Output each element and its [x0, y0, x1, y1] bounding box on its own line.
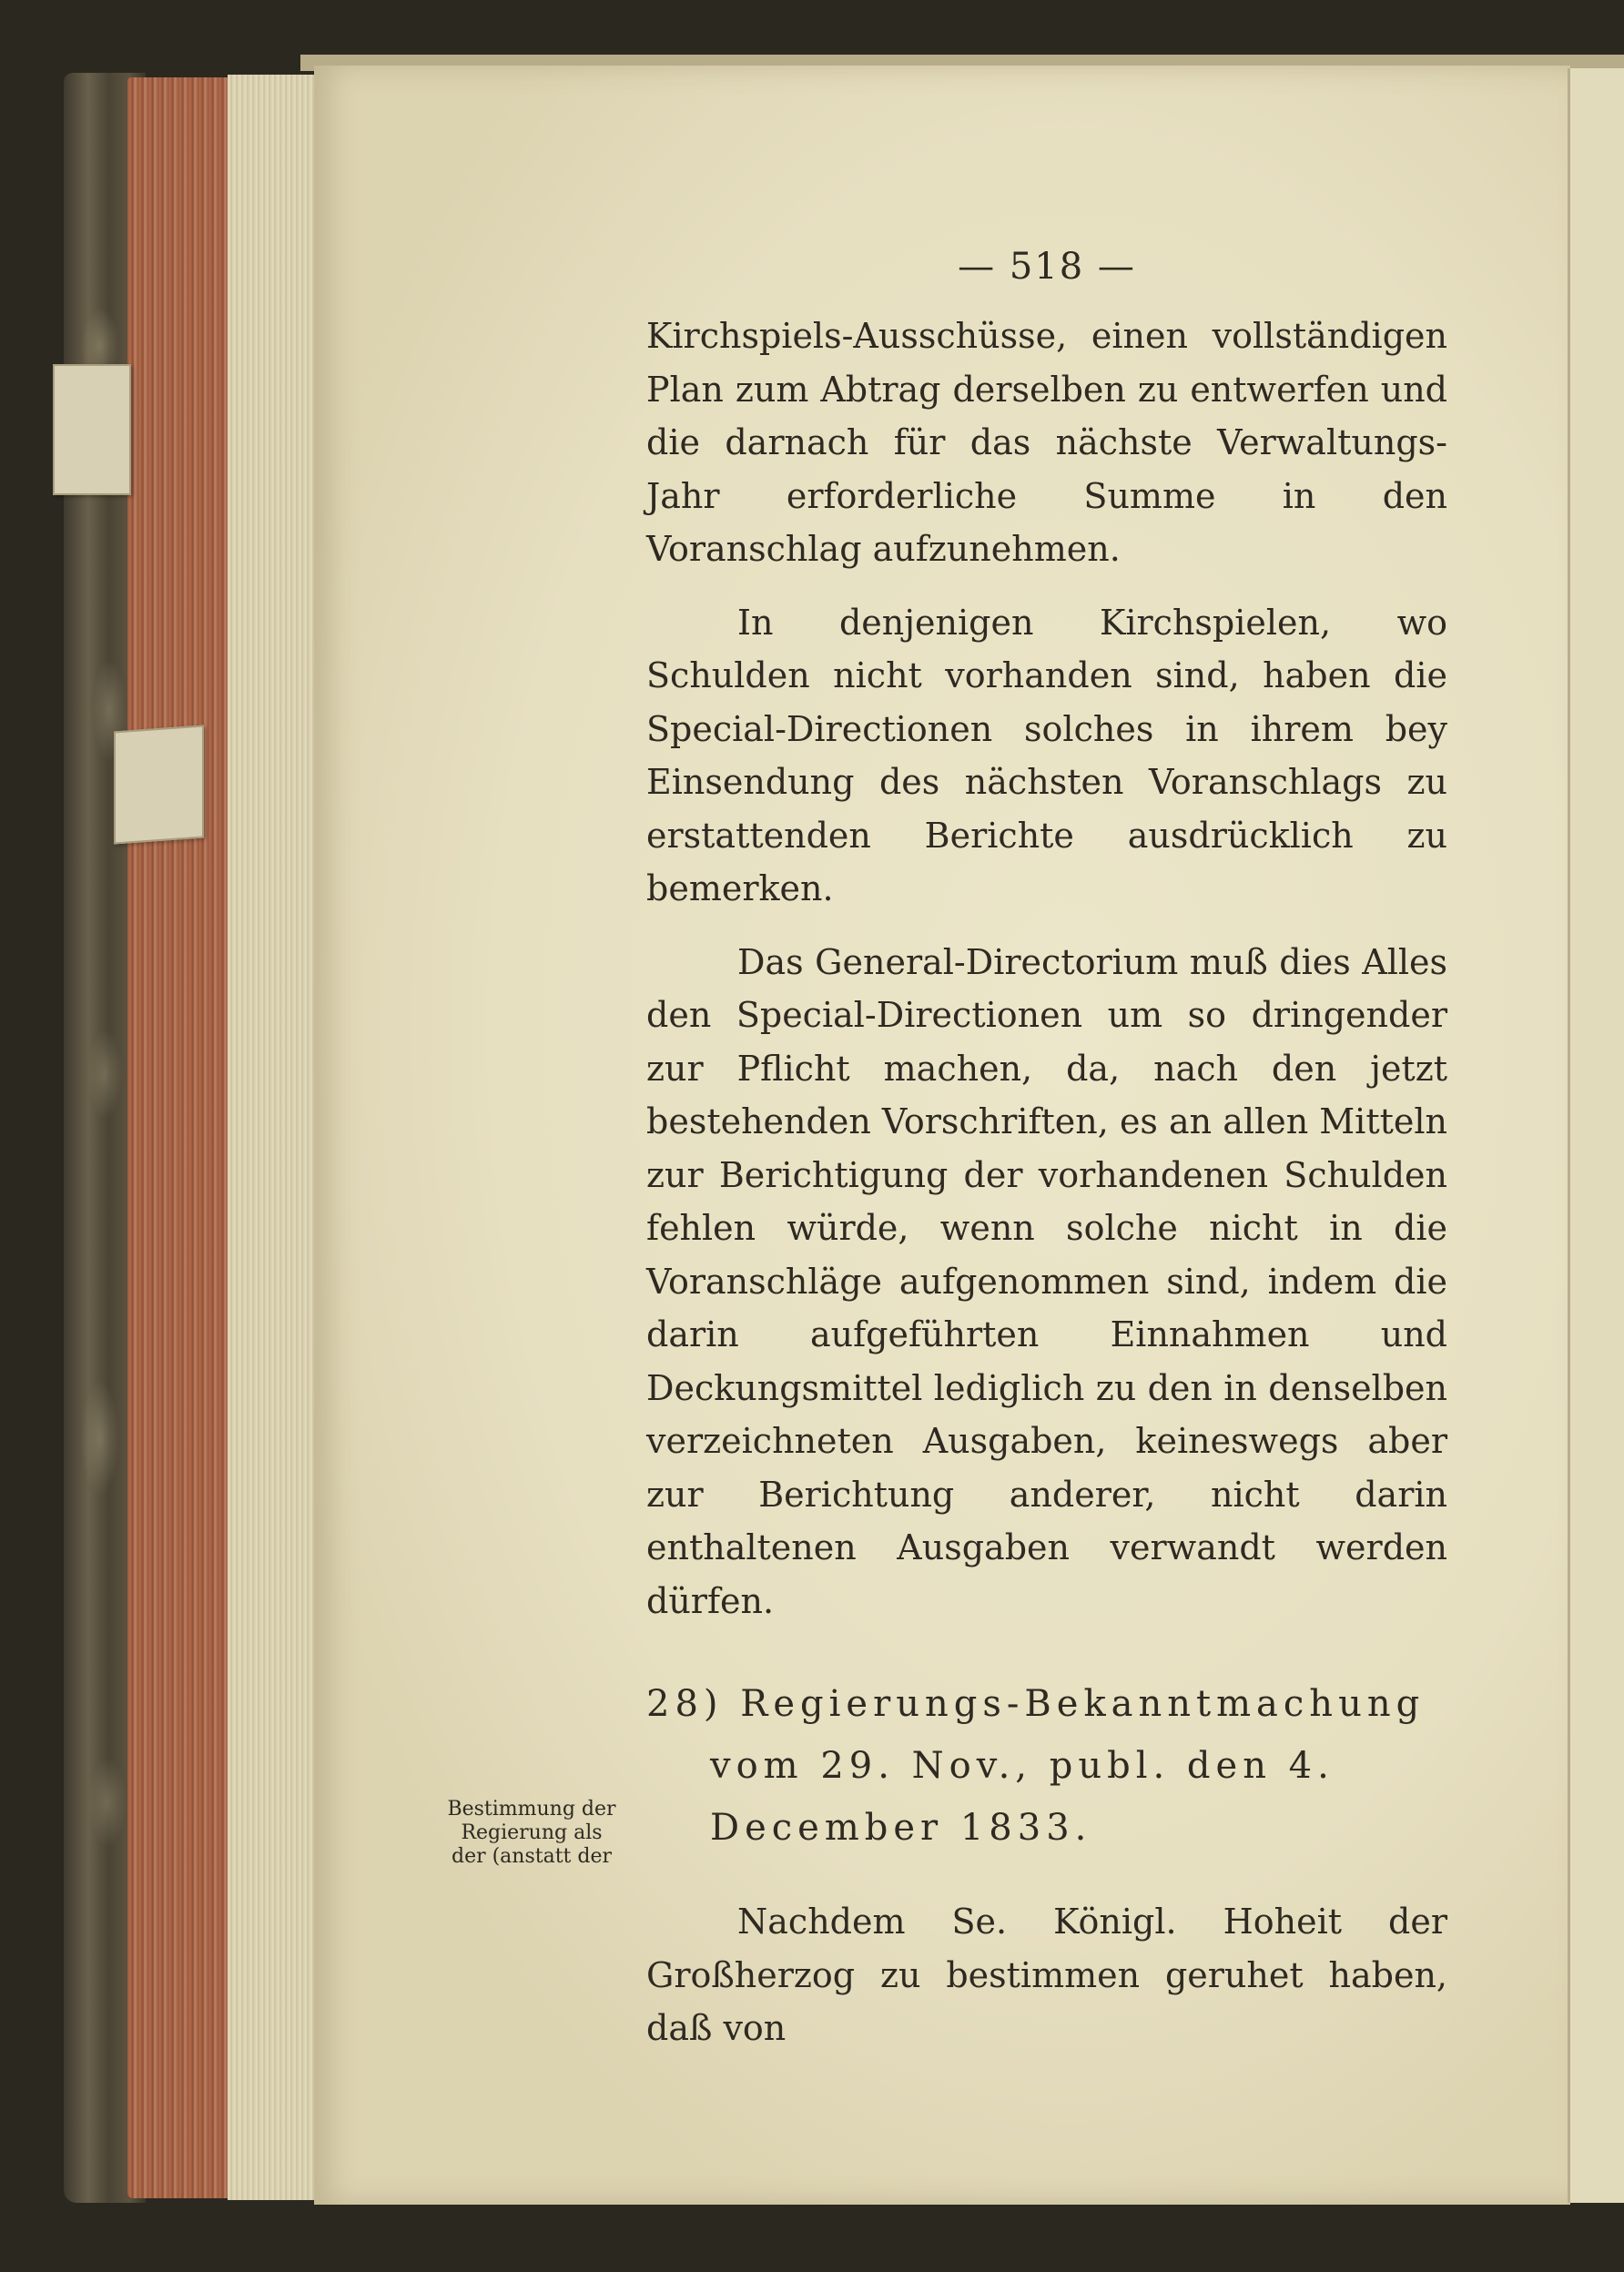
- paper-tab: [114, 725, 204, 845]
- page-block: [228, 75, 319, 2200]
- paper-tab: [53, 364, 131, 495]
- facing-page-edge: [1568, 68, 1624, 2203]
- page-text: [646, 246, 1447, 2055]
- paragraph: Das General-Directorium muß dies Alles den Special-Directionen um so dringender zur Pflicht machen, da, nach den jetzt bestehenden Vorschriften, es an allen Mitteln zur Berichtigung der vorhandenen Schulden fehlen würde, wenn solche nicht in die Voranschläge aufgenommen sind, indem die darin aufgeführten Einnahmen und Deckungsmittel lediglich zu den in denselben verzeichneten Ausgaben, keineswegs aber zur Berichtung anderer, nicht darin enthaltenen Ausgaben verwandt werden dürfen.: [646, 941, 1447, 1621]
- margin-note-line: Bestimmung der: [447, 1798, 616, 1821]
- paragraph: Kirchspiels-Ausschüsse, einen vollständigen Plan zum Abtrag derselben zu entwerfen und die darnach für das nächste Verwaltungs-Jahr erforderliche Summe in den Voranschlag aufzunehmen.: [646, 316, 1447, 569]
- paragraph: In denjenigen Kirchspielen, wo Schulden nicht vorhanden sind, haben die Special-Directionen solches in ihrem bey Einsendung des nächsten Voranschlags zu erstattenden Berichte ausdrücklich zu bemerken.: [646, 602, 1447, 908]
- page-number: — 518 —: [958, 246, 1136, 288]
- margin-note-line: Regierung als: [461, 1821, 603, 1844]
- margin-note: [424, 1798, 639, 1869]
- paragraph: Nachdem Se. Königl. Hoheit der Großherzog zu bestimmen geruhet haben, daß von: [646, 1902, 1447, 2048]
- section-heading: 28) Regierungs-Bekanntmachung vom 29. Nov., publ. den 4. December 1833.: [646, 1683, 1426, 1849]
- margin-note-line: der (anstatt der: [451, 1845, 613, 1868]
